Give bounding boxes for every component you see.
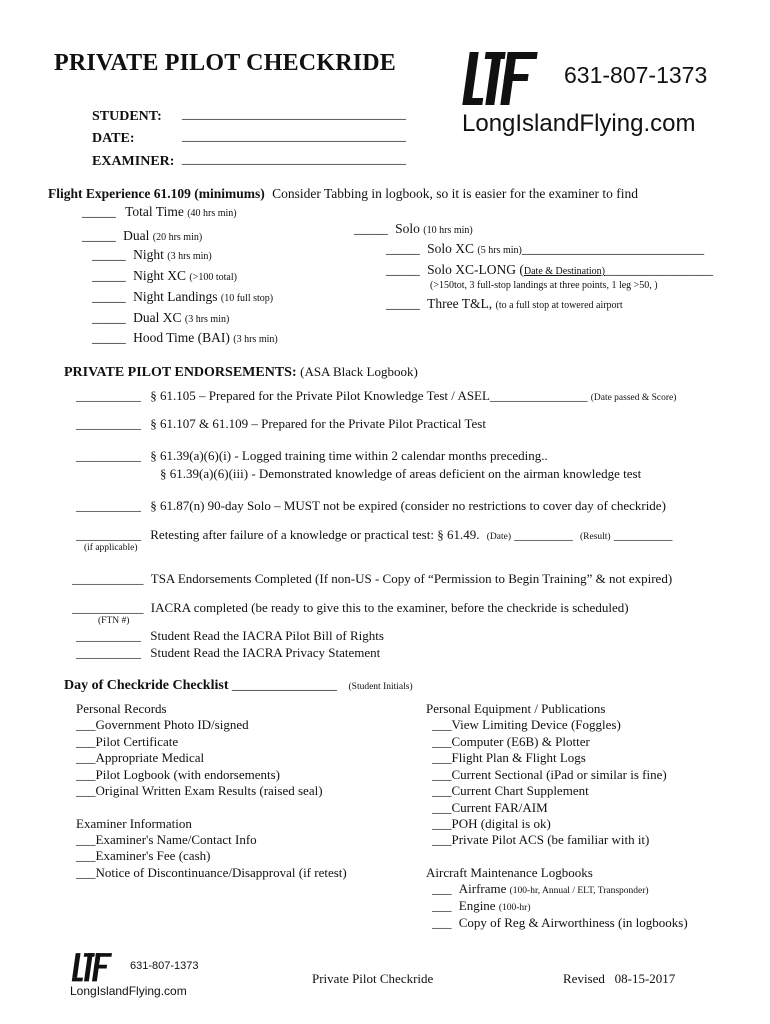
- if-applicable-note: (if applicable): [84, 543, 138, 553]
- blank-line[interactable]: ___________: [72, 600, 144, 615]
- blank-line[interactable]: _____: [92, 247, 126, 262]
- night-row: [92, 247, 212, 263]
- footer-logo-phone: 631-807-1373: [130, 960, 199, 972]
- endorsement-text: § 61.107 & 61.109 – Prepared for the Private Pilot Practical Test: [150, 416, 486, 431]
- endorsement-row-retest: [76, 527, 672, 543]
- blank-line[interactable]: _____: [386, 262, 420, 277]
- blank-line[interactable]: _____: [92, 289, 126, 304]
- endorsement-row-61-107: [76, 416, 486, 432]
- total-time-row: [82, 204, 237, 220]
- endorsements-heading-row: [64, 364, 418, 381]
- maintenance-note: (100-hr): [498, 903, 531, 913]
- night-xc-row: [92, 268, 237, 284]
- endorsement-row-61-87: [76, 498, 666, 514]
- page-title: PRIVATE PILOT CHECKRIDE: [54, 50, 397, 76]
- endorsements-heading: PRIVATE PILOT ENDORSEMENTS:: [64, 365, 297, 380]
- night-landings-req: (10 full stop): [220, 293, 274, 304]
- endorsements-sub: (ASA Black Logbook): [300, 364, 418, 379]
- blank-line[interactable]: __________: [76, 527, 141, 542]
- privacy-text: Student Read the IACRA Privacy Statement: [150, 645, 381, 660]
- blank-line[interactable]: _____: [82, 204, 116, 219]
- three-tl-label: Three T&L,: [427, 296, 493, 311]
- company-logo: [460, 50, 730, 142]
- solo-xc-label: Solo XC: [427, 241, 475, 256]
- checklist-item[interactable]: ___View Limiting Device (Foggles): [432, 717, 621, 732]
- endorsement-text: § 61.87(n) 90-day Solo – MUST not be expired (consider no restrictions to cover day of checkride): [150, 498, 666, 513]
- iacra-row: [72, 600, 629, 616]
- checklist-item[interactable]: ___Private Pilot ACS (be familiar with it): [432, 832, 650, 847]
- checklist-item[interactable]: ___Government Photo ID/signed: [76, 717, 249, 732]
- checklist-item[interactable]: ___Notice of Discontinuance/Disapproval (if retest): [76, 865, 347, 880]
- night-landings-row: [92, 289, 273, 305]
- blank-line[interactable]: __________: [76, 448, 141, 463]
- retest-result-line[interactable]: _________: [613, 527, 673, 542]
- solo-label: Solo: [395, 221, 420, 236]
- examiner-info-title: Examiner Information: [76, 816, 192, 831]
- blank-line[interactable]: __________: [76, 628, 141, 643]
- logo-phone: 631-807-1373: [564, 62, 708, 88]
- total-time-req: (40 hrs min): [187, 208, 237, 219]
- footer-logo-website: LongIslandFlying.com: [70, 984, 187, 998]
- examiner-line[interactable]: ________________________________: [182, 152, 406, 167]
- dual-xc-req: (3 hrs min): [184, 314, 230, 325]
- blank-line[interactable]: _____: [386, 296, 420, 311]
- blank-line[interactable]: ___: [432, 898, 452, 913]
- blank-line[interactable]: _____: [92, 310, 126, 325]
- maintenance-label: Copy of Reg & Airworthiness (in logbooks): [458, 915, 688, 930]
- tsa-row: [72, 571, 672, 587]
- checklist-item[interactable]: ___Examiner's Fee (cash): [76, 848, 211, 863]
- endorsement-text: § 61.39(a)(6)(i) - Logged training time within 2 calendar months preceding..: [150, 448, 548, 463]
- equipment-title: Personal Equipment / Publications: [426, 701, 606, 716]
- checklist-item[interactable]: ___Pilot Logbook (with endorsements): [76, 767, 281, 782]
- personal-records-title: Personal Records: [76, 701, 167, 716]
- hood-time-req: (3 hrs min): [233, 334, 278, 345]
- three-tl-row: [386, 296, 623, 312]
- lif-logo-icon: [460, 50, 548, 110]
- blank-line[interactable]: __________: [76, 388, 141, 403]
- blank-line[interactable]: ___: [432, 915, 452, 930]
- iacra-text: IACRA completed (be ready to give this to the examiner, before the checkride is scheduled): [150, 600, 629, 615]
- maintenance-item-reg: [432, 915, 688, 931]
- solo-xc-long-note: (>150tot, 3 full-stop landings at three points, 1 leg >50, ): [430, 280, 658, 291]
- solo-row: [354, 221, 473, 237]
- solo-xc-line[interactable]: ___________________________: [521, 241, 705, 256]
- three-tl-req: (to a full stop at towered airport: [495, 300, 623, 311]
- date-line[interactable]: ________________________________: [182, 129, 406, 144]
- logo-website: LongIslandFlying.com: [462, 110, 696, 137]
- blank-line[interactable]: __________: [76, 645, 141, 660]
- date-label: DATE:: [92, 131, 135, 146]
- solo-xc-long-row: [386, 262, 713, 278]
- endorsement-text: § 61.105 – Prepared for the Private Pilot Knowledge Test / ASEL_______________: [150, 388, 588, 403]
- blank-line[interactable]: _____: [92, 268, 126, 283]
- dual-xc-label: Dual XC: [133, 310, 182, 325]
- solo-xc-long-line[interactable]: ________________: [604, 262, 713, 277]
- checklist-item[interactable]: ___Original Written Exam Results (raised seal): [76, 783, 323, 798]
- blank-line[interactable]: ___________: [72, 571, 144, 586]
- endorsement-row-61-105: [76, 388, 676, 404]
- checklist-item[interactable]: ___Appropriate Medical: [76, 750, 205, 765]
- maintenance-item-airframe: [432, 881, 649, 897]
- checklist-item[interactable]: ___Current FAR/AIM: [432, 800, 548, 815]
- dual-row: [82, 228, 202, 244]
- checklist-initials-line[interactable]: _______________: [232, 678, 337, 693]
- ftn-note: (FTN #): [98, 616, 130, 626]
- checklist-initials-label: (Student Initials): [348, 682, 413, 692]
- footer-center-text: Private Pilot Checkride: [312, 971, 434, 986]
- maintenance-title: Aircraft Maintenance Logbooks: [426, 865, 593, 880]
- blank-line[interactable]: __________: [76, 416, 141, 431]
- maintenance-label: Engine: [458, 898, 496, 913]
- retest-date-line[interactable]: _________: [514, 527, 573, 542]
- retest-result-label: (Result): [579, 532, 611, 542]
- solo-xc-long-req: Date & Destination): [523, 266, 605, 277]
- night-req: (3 hrs min): [167, 251, 212, 262]
- checklist-item[interactable]: ___Current Chart Supplement: [432, 783, 589, 798]
- hood-time-label: Hood Time (BAI): [133, 330, 230, 345]
- checklist-item[interactable]: ___Flight Plan & Flight Logs: [432, 750, 586, 765]
- checklist-item[interactable]: ___Pilot Certificate: [76, 734, 179, 749]
- solo-xc-long-label: Solo XC-LONG (: [427, 262, 524, 277]
- solo-req: (10 hrs min): [423, 225, 473, 236]
- student-label: STUDENT:: [92, 109, 162, 124]
- night-landings-label: Night Landings: [133, 289, 218, 304]
- privacy-row: [76, 645, 380, 661]
- tsa-text: TSA Endorsements Completed (If non-US - Copy of “Permission to Begin Training” & not expired): [150, 571, 673, 586]
- blank-line[interactable]: _____: [82, 228, 116, 243]
- total-time-label: Total Time: [125, 204, 184, 219]
- checklist-item[interactable]: ___Examiner's Name/Contact Info: [76, 832, 257, 847]
- blank-line[interactable]: ___: [432, 881, 452, 896]
- solo-xc-row: [386, 241, 704, 257]
- night-xc-req: (>100 total): [189, 272, 237, 283]
- blank-line[interactable]: __________: [76, 498, 141, 513]
- bill-text: Student Read the IACRA Pilot Bill of Rights: [150, 628, 384, 643]
- night-label: Night: [133, 247, 164, 262]
- dual-label: Dual: [123, 228, 150, 243]
- examiner-label: EXAMINER:: [92, 154, 175, 169]
- endorsement-row-61-39: [76, 448, 548, 464]
- endorsement-text-2: § 61.39(a)(6)(iii) - Demonstrated knowledge of areas deficient on the airman knowledge test: [160, 466, 642, 481]
- checklist-heading-row: [64, 678, 413, 694]
- flight-experience-heading: Flight Experience 61.109 (minimums): [48, 186, 265, 201]
- footer-revised: Revised 08-15-2017: [563, 971, 676, 986]
- retest-date-label: (Date): [486, 532, 511, 542]
- endorsement-text: Retesting after failure of a knowledge or practical test: § 61.49.: [150, 527, 480, 542]
- bill-of-rights-row: [76, 628, 384, 644]
- blank-line[interactable]: _____: [92, 330, 126, 345]
- student-line[interactable]: ________________________________: [182, 107, 406, 122]
- dual-xc-row: [92, 310, 229, 326]
- blank-line[interactable]: _____: [386, 241, 420, 256]
- solo-xc-req: (5 hrs min): [477, 245, 522, 256]
- night-xc-label: Night XC: [133, 268, 187, 283]
- endorsement-note: (Date passed & Score): [590, 393, 677, 403]
- checklist-item[interactable]: ___POH (digital is ok): [432, 816, 551, 831]
- dual-req: (20 hrs min): [152, 232, 203, 243]
- maintenance-item-engine: [432, 898, 530, 914]
- footer-logo: [70, 952, 230, 1000]
- flight-experience-note: Consider Tabbing in logbook, so it is easier for the examiner to find: [272, 186, 638, 201]
- blank-line[interactable]: _____: [354, 221, 388, 236]
- checklist-item[interactable]: ___Current Sectional (iPad or similar is fine): [432, 767, 667, 782]
- hood-time-row: [92, 330, 278, 346]
- flight-experience-heading-row: [48, 186, 638, 202]
- maintenance-label: Airframe: [458, 881, 507, 896]
- lif-logo-small-icon: [70, 952, 118, 984]
- checklist-item[interactable]: ___Computer (E6B) & Plotter: [432, 734, 590, 749]
- maintenance-note: (100-hr, Annual / ELT, Transponder): [509, 886, 649, 896]
- checklist-heading: Day of Checkride Checklist: [64, 678, 229, 693]
